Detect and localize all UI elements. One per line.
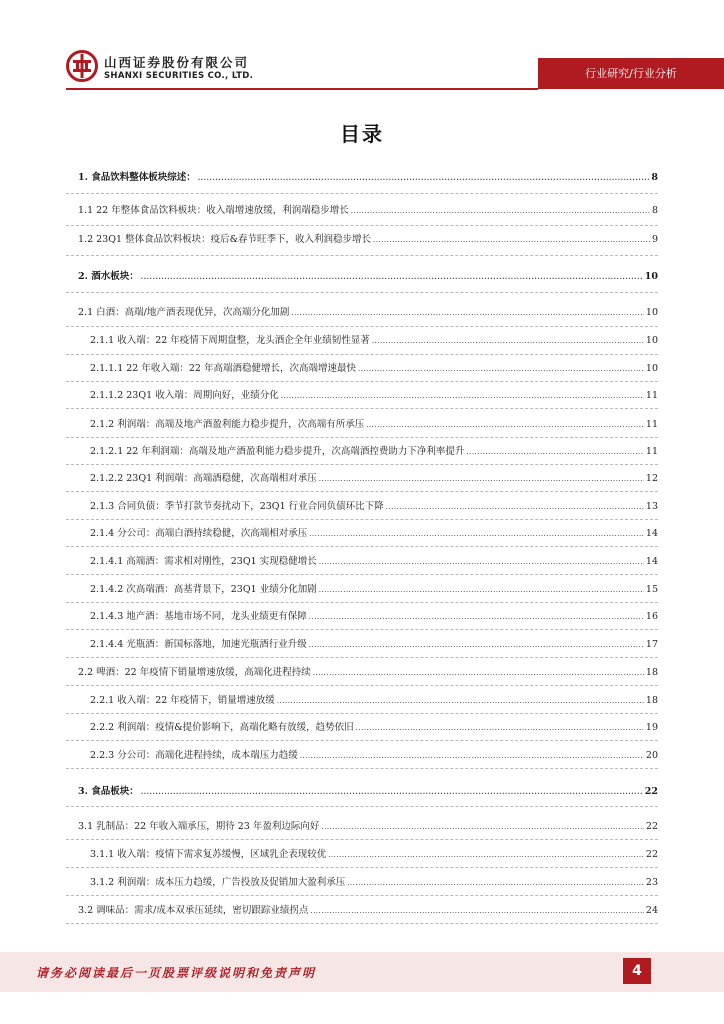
toc-entry-page: 11: [645, 419, 658, 430]
toc-entry-page: 22: [645, 849, 658, 860]
toc-entry[interactable]: [90, 443, 658, 459]
page-number: 4: [632, 963, 642, 979]
toc-entry-title: 2.1 白酒：高端/地产酒表现优异，次高端分化加剧: [78, 307, 290, 318]
toc-entry-page: 15: [645, 584, 658, 595]
toc-entry[interactable]: [90, 692, 658, 708]
toc-entry-title: 2.2.1 收入端：22 年疫情下，销量增速放缓: [90, 695, 275, 706]
toc-entry-page: 10: [645, 335, 658, 346]
toc-separator: [66, 602, 658, 603]
toc-separator: [66, 193, 658, 194]
toc-entry[interactable]: [90, 553, 658, 569]
toc-separator: [66, 519, 658, 520]
toc-leader: [309, 641, 644, 649]
toc-entry-page: 10: [644, 271, 658, 282]
toc-entry[interactable]: [78, 818, 658, 834]
category-banner: [538, 58, 724, 89]
toc-entry-title: 2. 酒水板块：: [78, 271, 139, 282]
toc-entry-title: 2.1.3 合同负债：季节打款节奏扰动下，23Q1 行业合同负债环比下降: [90, 501, 384, 512]
toc-entry[interactable]: [90, 636, 658, 652]
disclaimer-notice: 请务必阅读最后一页股票评级说明和免责声明: [36, 966, 317, 980]
toc-entry-title: 2.2.2 利润端：疫情&提价影响下，高端化略有放缓，趋势依旧: [90, 722, 354, 733]
toc-entry-title: 2.1.4.2 次高端酒：高基背景下，23Q1 业绩分化加剧: [90, 584, 317, 595]
toc-separator: [66, 867, 658, 868]
toc-separator: [66, 255, 658, 256]
toc-leader: [141, 272, 643, 281]
toc-entry-title: 2.2.3 分公司：高端化进程持续，成本端压力趋缓: [90, 750, 298, 761]
toc-entry-page: 14: [645, 556, 658, 567]
toc-entry[interactable]: [78, 304, 658, 320]
toc-entry-page: 22: [644, 786, 658, 797]
toc-separator: [66, 574, 658, 575]
toc-separator: [66, 437, 658, 438]
toc-leader: [466, 448, 644, 456]
toc-entry-page: 11: [645, 390, 658, 401]
toc-entry-title: 2.1.4.4 光瓶酒：新国标落地，加速光瓶酒行业升级: [90, 639, 307, 650]
toc-entry-page: 17: [645, 639, 658, 650]
toc-leader: [366, 421, 644, 429]
toc-entry[interactable]: [78, 268, 658, 284]
toc-entry[interactable]: [90, 498, 658, 514]
toc-separator: [66, 381, 658, 382]
toc-leader: [372, 337, 644, 345]
toc-entry-title: 3.1.2 利润端：成本压力趋缓，广告投放及促销加大盈利承压: [90, 877, 346, 888]
toc-leader: [358, 365, 644, 373]
toc-separator: [66, 923, 658, 924]
company-name-en: SHANXI SECURITIES CO., LTD.: [104, 71, 254, 81]
toc-entry-page: 18: [645, 667, 658, 678]
toc-separator: [66, 740, 658, 741]
toc-separator: [66, 839, 658, 840]
toc-separator: [66, 292, 658, 293]
toc-entry[interactable]: [90, 719, 658, 735]
header-rule: [66, 88, 538, 90]
toc-entry-title: 1.1 22 年整体食品饮料板块：收入端增速放缓，利润端稳步增长: [78, 205, 349, 216]
page-header: [0, 0, 724, 100]
toc-entry-page: 24: [645, 905, 658, 916]
toc-entry-title: 1.2 23Q1 整体食品饮料板块：疫后&春节旺季下，收入利润稳步增长: [78, 234, 372, 245]
toc-leader: [300, 752, 644, 760]
toc-entry-page: 19: [645, 722, 658, 733]
toc-separator: [66, 408, 658, 409]
toc-leader: [277, 697, 644, 705]
toc-entry[interactable]: [78, 169, 658, 185]
toc-leader: [319, 586, 644, 594]
report-category: 行业研究/行业分析: [585, 67, 677, 80]
toc-leader: [281, 392, 644, 400]
toc-separator: [66, 546, 658, 547]
toc-entry-title: 2.1.2.2 23Q1 利润端：高端酒稳健，次高端相对承压: [90, 473, 317, 484]
toc-leader: [319, 558, 644, 566]
toc-entry-title: 2.1.2.1 22 年利润端：高端及地产酒盈利能力稳步提升，次高端酒控费助力下净利率提升: [90, 446, 465, 457]
toc-separator: [66, 464, 658, 465]
toc-entry-page: 16: [645, 611, 658, 622]
toc-entry-page: 18: [645, 695, 658, 706]
toc-entry-title: 2.1.4.1 高端酒：需求相对刚性，23Q1 实现稳健增长: [90, 556, 317, 567]
toc-leader: [321, 823, 644, 831]
toc-entry-page: 9: [651, 234, 658, 245]
toc-leader: [386, 503, 644, 511]
toc-entry-title: 3.1.1 收入端：疫情下需求复苏缓慢，区域乳企表现较优: [90, 849, 327, 860]
toc-entry[interactable]: [90, 360, 658, 376]
toc-title: 目录: [340, 122, 384, 146]
toc-entry-page: 10: [645, 363, 658, 374]
toc-entry-title: 1. 食品饮料整体板块综述：: [78, 172, 196, 183]
toc-leader: [310, 907, 644, 915]
toc-entry-page: 11: [645, 446, 658, 457]
toc-leader: [351, 207, 650, 215]
toc-separator: [66, 685, 658, 686]
toc-entry-title: 3. 食品板块：: [78, 786, 139, 797]
toc-entry-page: 12: [645, 473, 658, 484]
toc-entry-title: 2.1.4.3 地产酒：基地市场不同，龙头业绩更有保障: [90, 611, 307, 622]
toc-separator: [66, 354, 658, 355]
toc-entry-page: 8: [651, 205, 658, 216]
toc-entry-page: 22: [645, 821, 658, 832]
company-name-cn: 山西证券股份有限公司: [104, 55, 250, 70]
toc-leader: [141, 787, 643, 796]
toc-entry-title: 2.1.1 收入端：22 年疫情下周期盘整，龙头酒企全年业绩韧性显著: [90, 335, 370, 346]
toc-separator: [66, 806, 658, 807]
toc-leader: [291, 309, 644, 317]
toc-leader: [328, 851, 644, 859]
toc-separator: [66, 768, 658, 769]
shanxi-securities-logo-icon: [66, 50, 98, 82]
toc-separator: [66, 629, 658, 630]
toc-separator: [66, 225, 658, 226]
toc-entry-page: 8: [651, 172, 658, 183]
toc-leader: [347, 879, 644, 887]
toc-leader: [309, 613, 644, 621]
toc-entry[interactable]: [78, 783, 658, 799]
toc-entry[interactable]: [78, 664, 658, 680]
toc-entry-title: 2.1.2 利润端：高端及地产酒盈利能力稳步提升，次高端有所承压: [90, 419, 365, 430]
toc-entry-title: 3.2 调味品：需求/成本双承压延续，密切跟踪业绩拐点: [78, 905, 309, 916]
toc-separator: [66, 326, 658, 327]
toc-leader: [356, 724, 644, 732]
toc-entry-title: 2.1.1.1 22 年收入端：22 年高端酒稳健增长，次高端增速最快: [90, 363, 356, 374]
toc-entry[interactable]: [90, 846, 658, 862]
toc-entry-page: 13: [645, 501, 658, 512]
toc-entry-title: 3.1 乳制品：22 年收入端承压，期待 23 年盈利边际向好: [78, 821, 320, 832]
page-number-badge: [623, 958, 651, 984]
toc-entry[interactable]: [90, 470, 658, 486]
toc-entry[interactable]: [90, 387, 658, 403]
toc-entry[interactable]: [90, 416, 658, 432]
toc-separator: [66, 491, 658, 492]
toc-leader: [319, 475, 644, 483]
toc-entry[interactable]: [90, 874, 658, 890]
toc-entry[interactable]: [78, 231, 658, 247]
toc-entry[interactable]: [78, 902, 658, 918]
toc-entry[interactable]: [90, 581, 658, 597]
toc-entry-page: 20: [645, 750, 658, 761]
toc-entry[interactable]: [90, 332, 658, 348]
toc-entry-title: 2.1.4 分公司：高端白酒持续稳健，次高端相对承压: [90, 528, 308, 539]
toc-separator: [66, 895, 658, 896]
toc-leader: [373, 236, 650, 244]
page-footer: [0, 952, 724, 992]
toc-entry[interactable]: [78, 202, 658, 218]
toc-entry-page: 23: [645, 877, 658, 888]
toc-entry[interactable]: [90, 525, 658, 541]
toc-leader: [198, 173, 650, 182]
toc-entry-page: 14: [645, 528, 658, 539]
toc-entry-page: 10: [645, 307, 658, 318]
toc-separator: [66, 713, 658, 714]
toc-separator: [66, 657, 658, 658]
toc-entry-title: 2.2 啤酒：22 年疫情下销量增速放缓，高端化进程持续: [78, 667, 311, 678]
toc-leader: [309, 530, 644, 538]
toc-entry-title: 2.1.1.2 23Q1 收入端：周期向好，业绩分化: [90, 390, 279, 401]
toc-entry[interactable]: [90, 608, 658, 624]
toc-leader: [313, 669, 644, 677]
toc-entry[interactable]: [90, 747, 658, 763]
